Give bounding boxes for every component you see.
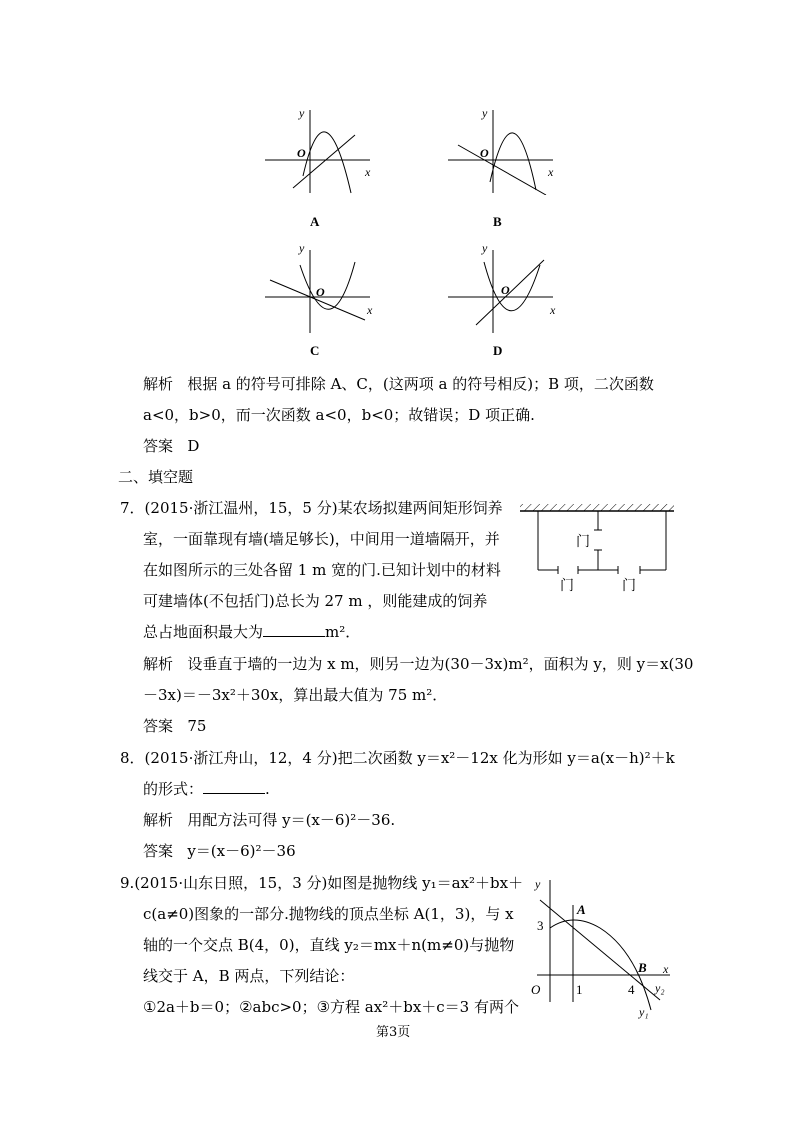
analysis-label: 解析 bbox=[143, 375, 174, 393]
q8-answer bbox=[143, 841, 296, 861]
q8-analysis bbox=[143, 810, 395, 830]
analysis-text: 用配方法可得 y＝(x－6)²－36. bbox=[187, 811, 396, 829]
answer-value: y＝(x－6)²－36 bbox=[187, 842, 296, 860]
q8-line2 bbox=[143, 779, 270, 799]
point-a-label: A bbox=[577, 902, 586, 917]
q9-line2: c(a≠0)图象的一部分.抛物线的顶点坐标 A(1，3)，与 x bbox=[143, 905, 514, 923]
point-b-label: B bbox=[638, 960, 647, 975]
axis-y-label: y bbox=[482, 241, 488, 255]
question-text: (2015·浙江温州，15，5 分)某农场拟建两间矩形饲养 bbox=[144, 499, 503, 517]
q6-analysis-line2: a<0，b>0，而一次函数 a<0，b<0；故错误；D 项正确. bbox=[143, 406, 535, 424]
q7-analysis-line1 bbox=[143, 654, 693, 674]
parabola bbox=[484, 262, 540, 311]
existing-wall-hatch bbox=[520, 504, 674, 511]
question-text-end: . bbox=[265, 780, 270, 798]
origin-label: O bbox=[480, 146, 489, 160]
q6-analysis-line1 bbox=[143, 374, 654, 394]
line-y2 bbox=[540, 900, 660, 1000]
q7-figure bbox=[518, 500, 678, 600]
question-number: 7． bbox=[120, 499, 145, 517]
door-label-left: 门 bbox=[560, 579, 574, 594]
q7-line1 bbox=[120, 498, 503, 518]
q7-line3: 在如图所示的三处各留 1 m 宽的门.已知计划中的材料 bbox=[143, 561, 501, 579]
axis-x-label: x bbox=[550, 303, 556, 317]
answer-blank bbox=[263, 622, 325, 637]
straight-line bbox=[293, 135, 355, 188]
section-title: 二、填空题 bbox=[118, 468, 194, 486]
y1-label: y₁ bbox=[639, 1005, 649, 1019]
option-label-b: B bbox=[493, 214, 502, 229]
q9-line3: 轴的一个交点 B(4，0)，直线 y₂＝mx＋n(m≠0)与抛物 bbox=[143, 936, 515, 954]
analysis-label: 解析 bbox=[143, 811, 174, 829]
axis-x-label: x bbox=[365, 165, 371, 179]
axis-x-label: x bbox=[367, 303, 373, 317]
question-text-unit: m²． bbox=[325, 623, 361, 641]
q9-line4: 线交于 A，B 两点，下列结论： bbox=[143, 967, 355, 985]
option-label-a: A bbox=[310, 214, 320, 229]
y-label: y bbox=[535, 877, 541, 891]
answer-blank bbox=[203, 779, 265, 794]
analysis-text: 根据 a 的符号可排除 A、C，(这两项 a 的符号相反)；B 项，二次函数 bbox=[187, 375, 654, 393]
straight-line bbox=[458, 145, 546, 195]
tick-1: 1 bbox=[576, 982, 583, 997]
axis-y-label: y bbox=[299, 106, 305, 120]
x-label: x bbox=[663, 962, 669, 976]
y2-label: y₂ bbox=[655, 981, 665, 995]
option-label-c: C bbox=[310, 343, 320, 358]
page-number: 第3页 bbox=[376, 1025, 411, 1040]
parabola bbox=[300, 262, 355, 309]
parabola-y1 bbox=[550, 920, 651, 1010]
axis-y-label: y bbox=[482, 106, 488, 120]
question-text: 的形式： bbox=[143, 780, 204, 798]
question-text: (2015·浙江舟山，12，4 分)把二次函数 y＝x²－12x 化为形如 y＝a(x－h)²＋k bbox=[144, 749, 675, 767]
q7-analysis-line2: －3x)＝－3x²＋30x，算出最大值为 75 m²． bbox=[143, 686, 448, 704]
q7-answer bbox=[143, 716, 206, 736]
analysis-label: 解析 bbox=[143, 655, 174, 673]
q7-line4: 可建墙体(不包括门)总长为 27 m ，则能建成的饲养 bbox=[143, 592, 488, 610]
answer-label: 答案 bbox=[143, 842, 174, 860]
analysis-text: 设垂直于墙的一边为 x m，则另一边为(30－3x)m²，面积为 y，则 y＝x(30 bbox=[187, 655, 694, 673]
q7-line2: 室，一面靠现有墙(墙足够长)，中间用一道墙隔开，并 bbox=[143, 530, 500, 548]
axis-x-label: x bbox=[548, 165, 554, 179]
tick-3: 3 bbox=[537, 918, 544, 933]
graph-b bbox=[438, 100, 563, 195]
tick-4: 4 bbox=[628, 982, 635, 997]
origin-label: O bbox=[501, 283, 510, 297]
graph-d bbox=[438, 240, 563, 335]
origin-label: O bbox=[316, 285, 325, 299]
answer-value: 75 bbox=[187, 717, 207, 735]
door-label-right: 门 bbox=[622, 579, 636, 594]
q8-line1 bbox=[120, 748, 675, 768]
graph-a bbox=[255, 100, 380, 195]
q9-line5: ①2a＋b＝0；②abc>0；③方程 ax²＋bx＋c＝3 有两个 bbox=[143, 998, 519, 1016]
axis-y-label: y bbox=[299, 241, 305, 255]
question-number: 9. bbox=[120, 874, 135, 892]
question-number: 8． bbox=[120, 749, 145, 767]
q9-line1 bbox=[120, 873, 523, 893]
q9-figure bbox=[525, 870, 675, 1020]
graph-c bbox=[255, 240, 380, 335]
option-label-d: D bbox=[493, 343, 503, 358]
question-text: (2015·山东日照，15，3 分)如图是抛物线 y₁＝ax²＋bx＋ bbox=[134, 874, 524, 892]
answer-label: 答案 bbox=[143, 717, 174, 735]
origin-label: O bbox=[531, 982, 541, 997]
question-text: 总占地面积最大为 bbox=[143, 623, 264, 641]
answer-label: 答案 bbox=[143, 437, 174, 455]
q7-line5 bbox=[143, 622, 360, 642]
door-label-middle: 门 bbox=[576, 535, 590, 550]
parabola bbox=[490, 133, 536, 190]
q6-answer bbox=[143, 436, 199, 456]
answer-value: D bbox=[187, 437, 200, 455]
origin-label: O bbox=[297, 146, 306, 160]
